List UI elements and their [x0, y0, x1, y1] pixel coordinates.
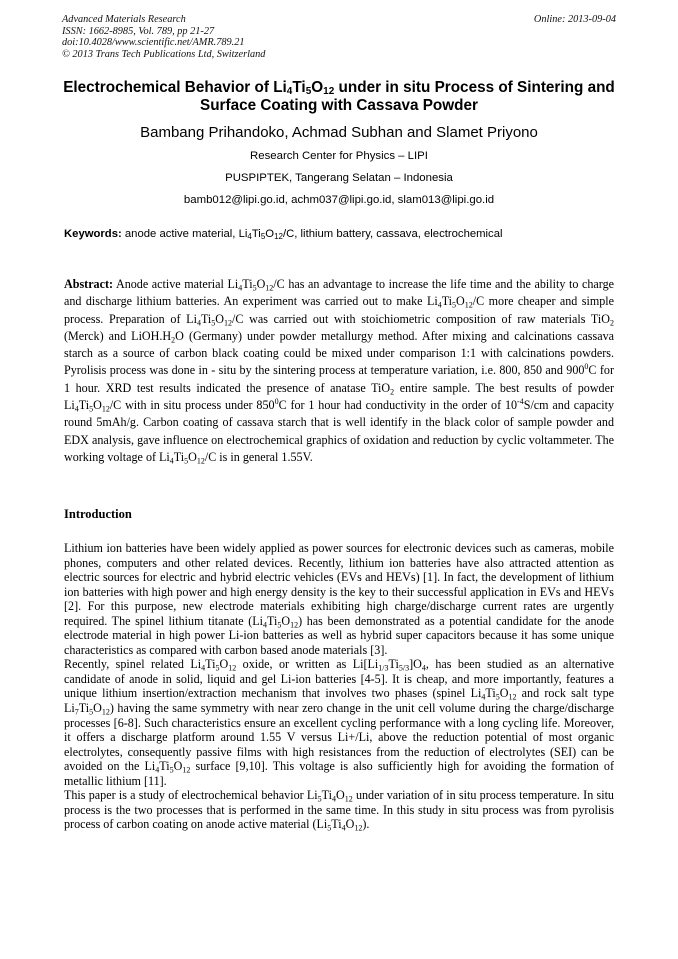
intro-paragraph-2: Recently, spinel related $Li_4Ti_5O_{12}$ oxide, or written as $Li[Li_{1/3}Ti_{5/3}]O_4$, has been studied as an alternative candidate of anode in solid, liquid and gel Li-ion batteries [4-5]. It is cheap, and more importantly, features a unique lithium insertion/extraction mechanism that involves two phases (spinel $Li_4Ti_5O_{12}$ and rock salt type $Li_7Ti_5O_{12}$) having the same symmetry with near zero change in the unit cell volume during the charge/discharge processes [6-8]. Such characteristics ensure an excellent cycling performance with a long cycling life. Moreover, it offers a discharge platform around 1.55 V versus Li+/Li, above the reduction potential of most organic electrolytes, consequently passive films with high resistances from the reduction of electrolytes (SEI) can be avoided on the $Li_4Ti_5O_{12}$ surface [9,10]. This voltage is also sufficiently high for avoiding the formation of metallic lithium [11].	[64, 657, 614, 788]
journal-header	[62, 14, 422, 60]
author-list: Bambang Prihandoko, Achmad Subhan and Slamet Priyono	[140, 124, 538, 141]
journal-issn: ISSN: 1662-8985, Vol. 789, pp 21-27	[62, 25, 215, 37]
intro-paragraph-1: Lithium ion batteries have been widely applied as power sources for electronic devices such as cameras, mobile phones, computers and other related devices. Recently, lithium ion batteries have also attracted attention as electric sources for electric and hybrid electric vehicles (EVs and HEVs) [1]. In fact, the development of lithium ion batteries with high power and high energy density is the key to their successful application in EVs and HEVs [2]. For this purpose, new electrode materials exhibiting high charge/discharge current rates are urgently required. The spinel lithium titanate $(Li_4Ti_5O_{12})$ has been demonstrated as a potential candidate for the anode electrode material in high power Li-ion batteries as well as hybrid super capacitors because it has some unique characteristics as compared with carbon based anode materials [3].	[64, 541, 614, 657]
affiliation-institute: Research Center for Physics – LIPI	[250, 150, 428, 162]
abstract: Abstract: Anode active material $Li_4Ti_5O_{12}/C$ has an advantage to increase the life time and the ability to charge and discharge lithium batteries. An experiment was carried out to make $Li_4Ti_5O_{12}/C$ more cheaper and simple process. Preparation of $Li_4Ti_5O_{12}/C$ was carried out with stoichiometric composition of raw materials TiO$_2$ (Merck) and $LiOH.H_2O$ (Germany) under powder metallurgy method. After mixing and calcinations cassava starch as a source of carbon black coating could be mixed under comparison 1:1 with calcinations powders. Pyrolisis process was done in - situ by the sintering process at temperature variation, i.e. 800, 850 and $900^0C$ for 1 hour. XRD test results indicated the presence of anatase TiO$_2$ entire sample. The best results of powder $Li_4Ti_5O_{12}/C$ with in situ process under $850^0C$ for 1 hour had conductivity in the order of $10^{-4}S/cm$ and capacity round 5mAh/g. Carbon coating of cassava starch that is well identify in the black color of sample powder and EDX analysis, gave influence on electrochemical graphics of oxidation and reduction by cyclic voltammeter. The working voltage of $Li_4Ti_5O_{12}/C$ is in general 1.55V.	[64, 277, 615, 466]
paper-title: Electrochemical Behavior of $Li_4Ti_5O_{12}$ under in situ Process of Sintering and Surface Coating with Cassava Powder	[63, 79, 615, 114]
journal-name: Advanced Materials Research	[62, 14, 186, 25]
author-emails: bamb012@lipi.go.id, achm037@lipi.go.id, slam013@lipi.go.id	[183, 194, 495, 206]
introduction-heading: Introduction	[64, 507, 132, 521]
keywords: Keywords: anode active material, $Li_4Ti_5O_{12}/C$, lithium battery, cassava, electrochemical	[64, 228, 503, 241]
keywords-label: Keywords:	[64, 228, 122, 240]
abstract-label: Abstract:	[64, 277, 114, 291]
journal-doi: doi:10.4028/www.scientific.net/AMR.789.21	[62, 37, 245, 49]
affiliation-location: PUSPIPTEK, Tangerang Selatan – Indonesia	[225, 172, 453, 184]
online-date: Online: 2013-09-04	[533, 14, 616, 25]
journal-copyright: © 2013 Trans Tech Publications Ltd, Switzerland	[62, 48, 266, 60]
introduction-body	[64, 541, 614, 832]
intro-paragraph-3: This paper is a study of electrochemical behavior $Li_5Ti_4O_{12}$ under variation of in situ process temperature. In situ process is the two processes that is performed in the same time. In this study in situ process was from pyrolisis process of carbon coating on anode active material $(Li_5Ti_4O_{12})$.	[64, 788, 614, 833]
